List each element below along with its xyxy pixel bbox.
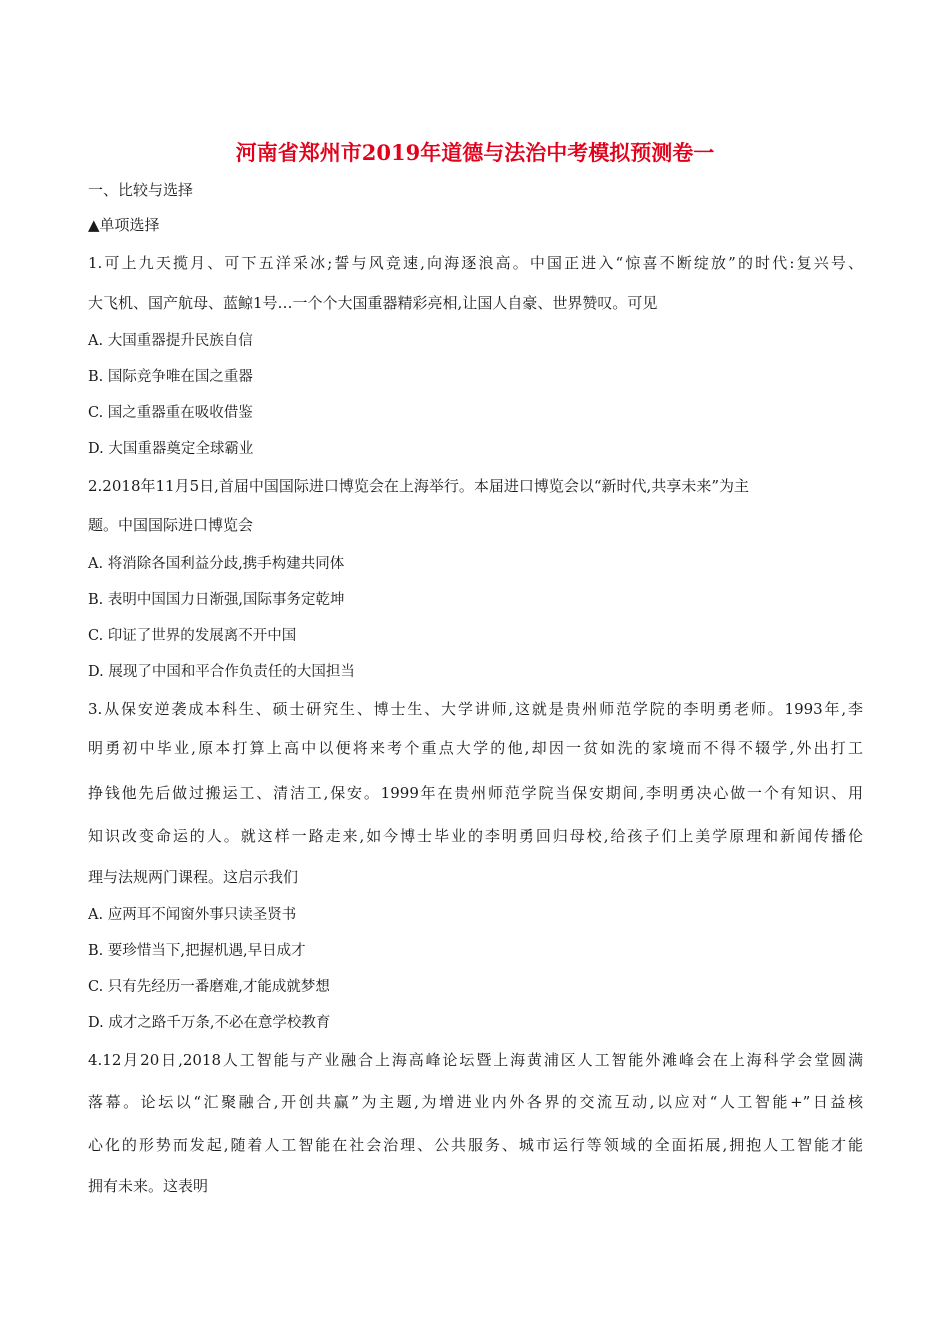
question-4-line-2: 落幕。论坛以“汇聚融合,开创共赢”为主题,为增进业内外各界的交流互动,以应对“人工智能+”日益核 [88, 1093, 863, 1111]
question-2-option-b: B. 表明中国国力日渐强,国际事务定乾坤 [88, 592, 345, 608]
question-3-line-1: 3.从保安逆袭成本科生、硕士研究生、博士生、大学讲师,这就是贵州师范学院的李明勇老师。1993年,李 [88, 700, 863, 718]
subsection-heading: ▲单项选择 [88, 216, 160, 234]
question-3-option-b: B. 要珍惜当下,把握机遇,早日成才 [88, 943, 306, 959]
question-3-line-5: 理与法规两门课程。这启示我们 [88, 868, 299, 886]
question-1-option-d: D. 大国重器奠定全球霸业 [88, 441, 254, 457]
question-3-line-4: 知识改变命运的人。就这样一路走来,如今博士毕业的李明勇回归母校,给孩子们上美学原理和新闻传播伦 [88, 827, 863, 845]
question-2-option-d: D. 展现了中国和平合作负责任的大国担当 [88, 664, 355, 680]
section-heading: 一、比较与选择 [88, 181, 194, 199]
page-title: 河南省郑州市2019年道德与法治中考模拟预测卷一 [235, 140, 715, 165]
question-1-option-c: C. 国之重器重在吸收借鉴 [88, 405, 253, 421]
question-3-line-2: 明勇初中毕业,原本打算上高中以便将来考个重点大学的他,却因一贫如洗的家境而不得不辍学,外出打工 [88, 739, 863, 757]
question-1-line-2: 大飞机、国产航母、蓝鲸1号…一个个大国重器精彩亮相,让国人自豪、世界赞叹。可见 [88, 294, 658, 312]
question-4-line-4: 拥有未来。这表明 [88, 1177, 209, 1195]
question-1-option-b: B. 国际竞争唯在国之重器 [88, 369, 253, 385]
question-2-line-1: 2.2018年11月5日,首届中国国际进口博览会在上海举行。本届进口博览会以“新时代,共享未来”为主 [88, 477, 749, 495]
question-2-option-c: C. 印证了世界的发展离不开中国 [88, 628, 297, 644]
question-1-line-1: 1.可上九天揽月、可下五洋采冰;誓与风竞速,向海逐浪高。中国正进入“惊喜不断绽放”的时代:复兴号、 [88, 254, 863, 272]
question-4-line-1: 4.12月20日,2018人工智能与产业融合上海高峰论坛暨上海黄浦区人工智能外滩峰会在上海科学会堂圆满 [88, 1051, 863, 1069]
question-3-option-c: C. 只有先经历一番磨难,才能成就梦想 [88, 979, 330, 995]
question-1-option-a: A. 大国重器提升民族自信 [88, 333, 253, 349]
question-2-option-a: A. 将消除各国利益分歧,携手构建共同体 [88, 556, 345, 572]
question-3-option-a: A. 应两耳不闻窗外事只读圣贤书 [88, 907, 297, 923]
question-2-line-2: 题。中国国际进口博览会 [88, 516, 254, 534]
question-3-option-d: D. 成才之路千万条,不必在意学校教育 [88, 1015, 331, 1031]
question-3-line-3: 挣钱他先后做过搬运工、清洁工,保安。1999年在贵州师范学院当保安期间,李明勇决心做一个有知识、用 [88, 784, 863, 802]
question-4-line-3: 心化的形势而发起,随着人工智能在社会治理、公共服务、城市运行等领域的全面拓展,拥抱人工智能才能 [88, 1136, 863, 1154]
